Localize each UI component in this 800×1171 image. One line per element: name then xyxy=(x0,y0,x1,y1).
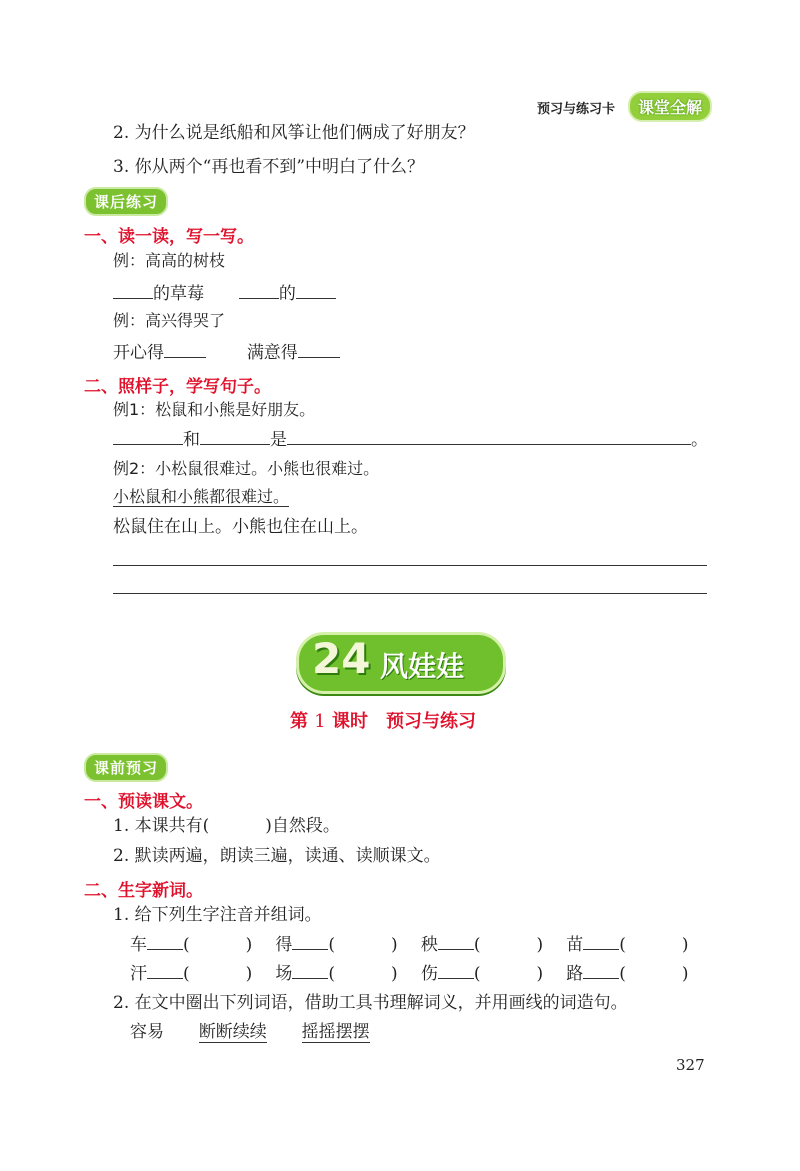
char: 得 xyxy=(275,935,293,955)
example-sentence-2: 例2：小松鼠很难过。小熊也很难过。 xyxy=(113,459,380,478)
session-suffix: 课时 预习与练习 xyxy=(332,711,477,732)
word-intermittent: 断断续续 xyxy=(198,1022,267,1042)
pre-class-label: 课前预习 xyxy=(84,753,168,782)
paren-close: ) xyxy=(536,964,544,984)
section-title-sentences: 二、照样子，学写句子。 xyxy=(84,377,271,397)
char: 伤 xyxy=(420,964,438,984)
question-3: 3. 你从两个“再也看不到”中明白了什么？ xyxy=(113,157,425,177)
fill-and: 和 xyxy=(183,430,200,450)
paragraph-count-prefix: 1. 本课共有( xyxy=(113,816,210,836)
example-happy-cry: 例：高兴得哭了 xyxy=(113,311,226,330)
session-title xyxy=(290,707,476,733)
writing-line-1[interactable] xyxy=(113,565,707,566)
blank[interactable] xyxy=(113,282,153,299)
blank[interactable] xyxy=(298,341,340,358)
lesson-number: 24 xyxy=(312,634,371,683)
char: 路 xyxy=(566,964,584,984)
pinyin-blank[interactable] xyxy=(292,933,328,950)
paragraph-count-suffix: )自然段。 xyxy=(265,816,340,836)
header-badge: 课堂全解 xyxy=(628,91,712,122)
pinyin-blank[interactable] xyxy=(583,962,619,979)
paren-close: ) xyxy=(536,935,544,955)
pinyin-blank[interactable] xyxy=(583,933,619,950)
new-words-item-2: 2. 在文中圈出下列词语，借助工具书理解词义，并用画线的词造句。 xyxy=(113,993,628,1013)
lesson-title: 风娃娃 xyxy=(380,650,465,683)
char: 汗 xyxy=(130,964,147,984)
paren-close: ) xyxy=(391,964,398,984)
paren-close: ) xyxy=(245,964,253,984)
fill-row-2 xyxy=(113,341,340,364)
paren-close: ) xyxy=(245,935,253,955)
paren-open: ( xyxy=(619,935,626,955)
char: 车 xyxy=(130,935,147,955)
paren-open: ( xyxy=(328,964,336,984)
char: 场 xyxy=(275,964,293,984)
example-sentence-1: 例1：松鼠和小熊是好朋友。 xyxy=(113,400,316,419)
writing-line-2[interactable] xyxy=(113,593,707,594)
paren-close: ) xyxy=(681,935,689,955)
pinyin-blank[interactable] xyxy=(292,962,328,979)
fill-end: 。 xyxy=(691,430,708,450)
pinyin-blank[interactable] xyxy=(438,933,474,950)
paren-open: ( xyxy=(473,935,481,955)
blank[interactable] xyxy=(296,282,336,299)
pinyin-blank[interactable] xyxy=(147,933,183,950)
word-easy: 容易 xyxy=(130,1022,164,1042)
fill-satisfied: 满意得 xyxy=(246,343,298,363)
after-class-label: 课后练习 xyxy=(84,187,168,216)
fill-row-sentence xyxy=(113,428,708,451)
char-row-2 xyxy=(130,962,706,985)
fill-row-1 xyxy=(113,282,336,305)
blank[interactable] xyxy=(287,428,691,445)
paren-close: ) xyxy=(391,935,398,955)
pinyin-blank[interactable] xyxy=(147,962,183,979)
example-answer-text: 小松鼠和小熊都很难过。 xyxy=(113,487,290,506)
page-number: 327 xyxy=(676,1056,705,1074)
char: 苗 xyxy=(566,935,584,955)
paren-open: ( xyxy=(473,964,481,984)
fill-of: 的 xyxy=(278,284,296,304)
session-number: 1 xyxy=(314,711,326,732)
fill-is: 是 xyxy=(270,430,287,450)
paren-open: ( xyxy=(183,964,190,984)
header-label: 预习与练习卡 xyxy=(537,102,616,117)
section-title-new-words: 二、生字新词。 xyxy=(84,881,203,901)
fill-happy: 开心得 xyxy=(113,343,164,363)
section-title-preview: 一、预读课文。 xyxy=(84,792,203,812)
example-sentence-2-answer xyxy=(113,486,289,508)
new-words-item-1: 1. 给下列生字注音并组词。 xyxy=(113,905,322,925)
paren-open: ( xyxy=(619,964,626,984)
preview-item-1 xyxy=(113,815,340,837)
preview-item-2: 2. 默读两遍，朗读三遍，读通、读顺课文。 xyxy=(113,846,441,866)
blank[interactable] xyxy=(239,282,279,299)
session-prefix: 第 xyxy=(290,711,308,732)
word-swaying: 摇摇摆摆 xyxy=(301,1022,370,1042)
paren-close: ) xyxy=(681,964,689,984)
blank[interactable] xyxy=(200,428,270,445)
paren-open: ( xyxy=(328,935,336,955)
example-tall-branch: 例：高高的树枝 xyxy=(113,251,226,270)
char: 秧 xyxy=(420,935,438,955)
word-list xyxy=(130,1021,370,1043)
pinyin-blank[interactable] xyxy=(438,962,474,979)
blank[interactable] xyxy=(113,428,183,445)
paren-open: ( xyxy=(183,935,190,955)
blank[interactable] xyxy=(164,341,206,358)
question-2: 2. 为什么说是纸船和风筝让他们俩成了好朋友？ xyxy=(113,123,475,143)
task-sentence: 松鼠住在山上。小熊也住在山上。 xyxy=(113,517,368,537)
char-row-1 xyxy=(130,933,706,956)
section-title-read-write: 一、读一读，写一写。 xyxy=(84,227,254,247)
fill-strawberry: 的草莓 xyxy=(153,284,204,304)
